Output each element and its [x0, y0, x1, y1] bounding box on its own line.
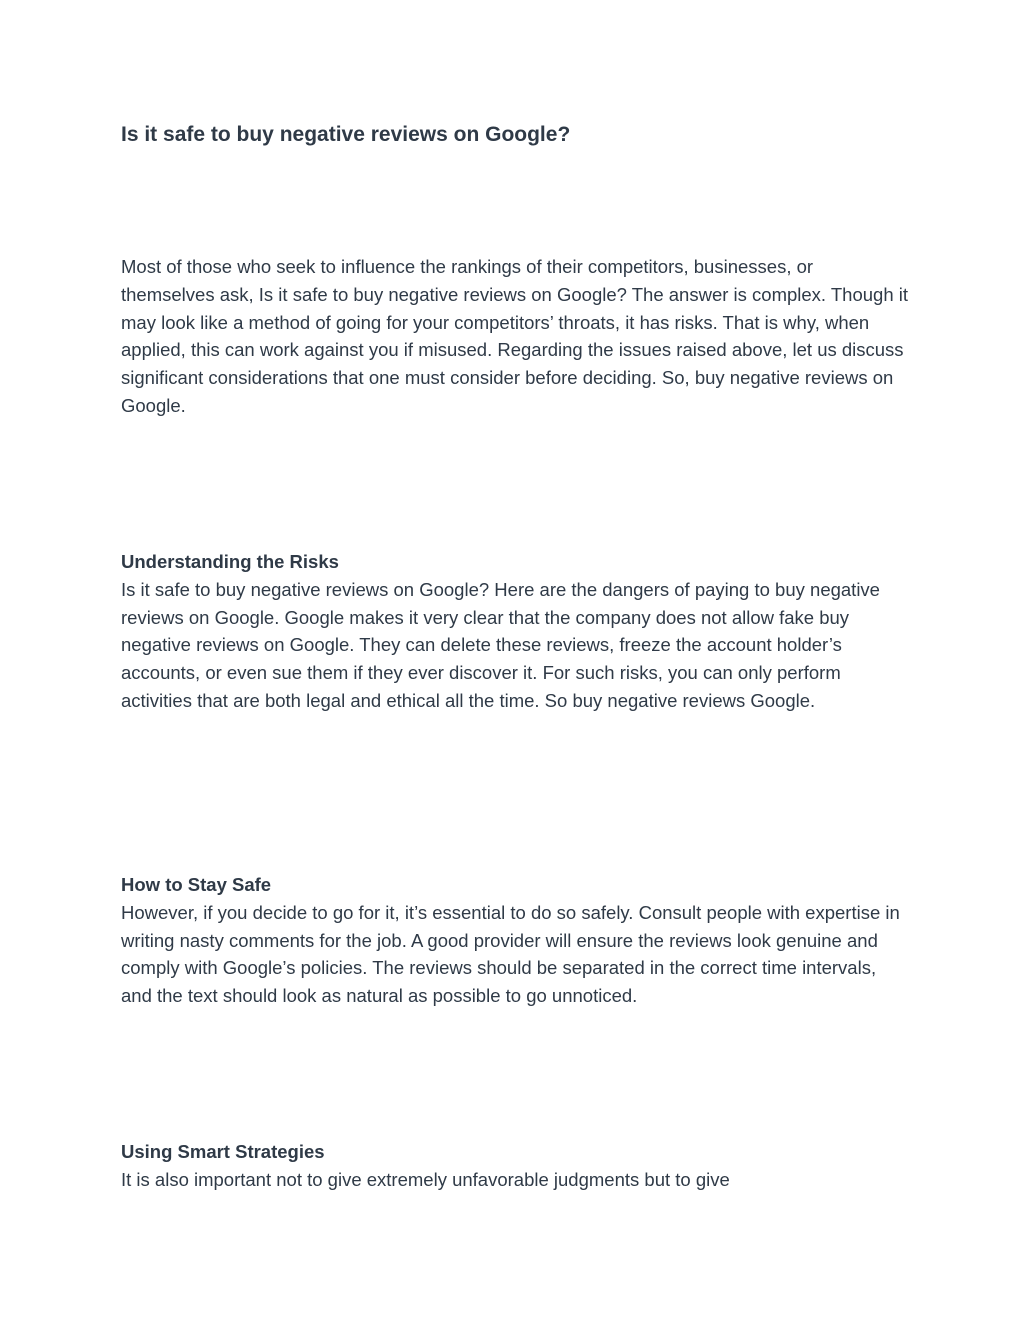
section-heading: Using Smart Strategies: [121, 1141, 325, 1162]
section-paragraph: It is also important not to give extremely unfavorable judgments but to give: [121, 1168, 730, 1190]
intro-paragraph: Most of those who seek to influence the rankings of their competitors, businesses, or themselves ask, Is it safe to buy negative reviews on Google? The answer is complex. Though it may look like a method of going for your competitors’ throats, it has risks. That is why, when applied, this can work against you if misused. Regarding the issues raised above, let us discuss significant considerations that one must consider before deciding. So, buy negative reviews on Google.: [121, 256, 908, 416]
section-heading: How to Stay Safe: [121, 874, 272, 895]
section-understanding-the-risks: [121, 548, 911, 715]
section-paragraph: However, if you decide to go for it, it’s essential to do so safely. Consult people with expertise in writing nasty comments for the job. A good provider will ensure the reviews look genuine and comply with Google’s policies. The reviews should be separated in the correct time intervals, and the text should look as natural as possible to go unnoticed.: [121, 901, 900, 1007]
section-how-to-stay-safe: [121, 871, 911, 1010]
document-title: Is it safe to buy negative reviews on Google?: [121, 123, 571, 146]
section-using-smart-strategies: [121, 1138, 911, 1194]
section-paragraph: Is it safe to buy negative reviews on Google? Here are the dangers of paying to buy negative reviews on Google. Google makes it very clear that the company does not allow fake buy negative reviews on Google. They can delete these reviews, freeze the account holder’s accounts, or even sue them if they ever discover it. For such risks, you can only perform activities that are both legal and ethical all the time. So buy negative reviews Google.: [121, 578, 880, 711]
section-heading: Understanding the Risks: [121, 551, 339, 572]
intro-section: [121, 253, 911, 420]
